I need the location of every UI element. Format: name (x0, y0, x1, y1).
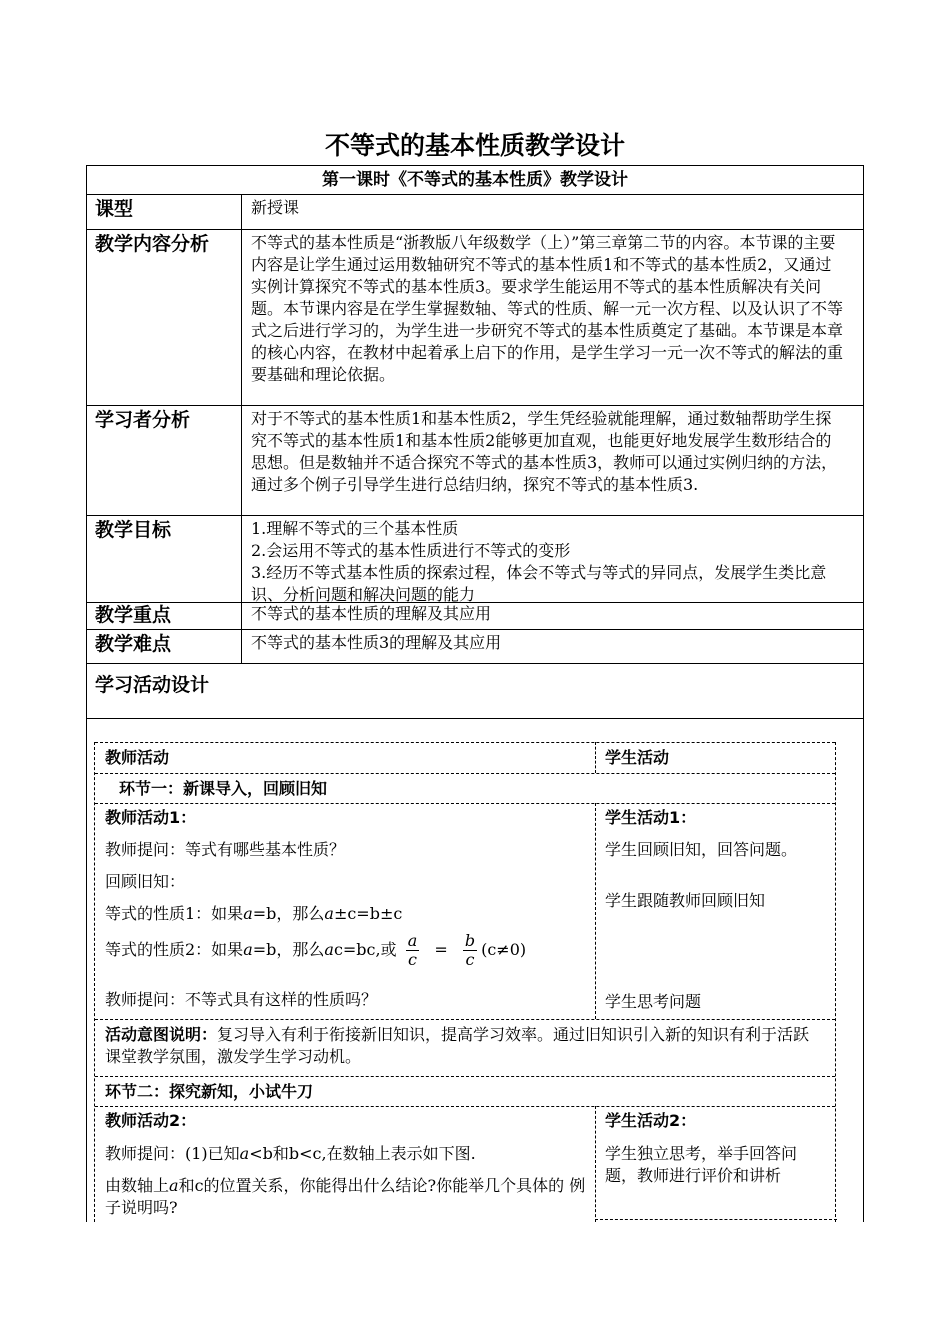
learner-analysis-value: 对于不等式的基本性质1和基本性质2，学生凭经验就能理解，通过数轴帮助学生探究不等式的基本性质1和基本性质2能够更加直观，也能更好地发展学生数形结合的思想。但是数轴并不适合探究不等式的基本性质3，教师可以通过实例归纳的方法，通过多个例子引导学生进行总结归纳，探究不等式的基本性质3. (251, 409, 838, 494)
student-activity-2-head: 学生活动2： (605, 1111, 697, 1130)
content-analysis-value: 不等式的基本性质是“浙教版八年级数学（上）”第三章第二节的内容。本节课的主要内容是让学生通过运用数轴研究不等式的基本性质1和不等式的基本性质2，又通过实例计算探究不等式的基本性质3。要求学生能运用不等式的基本性质解决有关问题。本节课内容是在学生掌握数轴、等式的性质、解一元一次方程、以及认识了不等式之后进行学习的，为学生进一步研究不等式的基本性质奠定了基础。本节课是本章的核心内容，在教材中起着承上启下的作用，是学生学习一元一次不等式的解法的重要基础和理论依据。 (251, 233, 844, 384)
teacher-question-2: 教师提问：不等式具有这样的性质吗？ (105, 990, 378, 1009)
teacher-question-conclusion: 由数轴上a和c的位置关系，你能得出什么结论?你能举几个具体的 例子说明吗? (105, 1176, 586, 1217)
equality-property-1: 等式的性质1：如果a=b，那么a±c=b±c (105, 904, 403, 923)
row-difficulty (87, 630, 863, 664)
goal-item: 2.会运用不等式的基本性质进行不等式的变形 (251, 541, 571, 560)
key-point-label: 教学重点 (87, 603, 242, 629)
student-activity-header: 学生活动 (605, 748, 670, 767)
intent-1-text: 活动意图说明：复习导入有利于衔接新旧知识，提高学习效率。通过旧知识引入新的知识有利于活跃课堂教学氛围，激发学生学习动机。 (105, 1025, 810, 1066)
student-activity-1-head: 学生活动1： (605, 808, 697, 827)
lesson-type-value: 新授课 (251, 198, 300, 217)
teacher-activity-2-head: 教师活动2： (105, 1111, 197, 1130)
section-1-row (95, 773, 835, 803)
row-teaching-goals (87, 516, 863, 603)
document-title: 不等式的基本性质教学设计 (324, 131, 625, 160)
key-point-value: 不等式的基本性质的理解及其应用 (251, 604, 492, 623)
equality-property-2: 等式的性质2：如果a=b，那么ac=bc,或 $\frac{a}{c}$ = $\frac{b}{c}$ (c≠0) (105, 931, 527, 969)
difficulty-label: 教学难点 (87, 630, 242, 663)
fraction-a-over-c: $\frac{a}{c}$ (407, 931, 418, 969)
activity-design-label: 学习活动设计 (95, 674, 210, 696)
student-answer-3: 学生思考问题 (605, 992, 702, 1011)
activity-2-row (95, 1106, 835, 1222)
row-key-point (87, 603, 863, 630)
section-1-title: 环节一：新课导入，回顾旧知 (119, 779, 328, 798)
student-answer-4: 学生独立思考，举手回答问题，教师进行评价和讲析 (605, 1144, 798, 1185)
section-2-row (95, 1076, 835, 1106)
row-content-analysis (87, 230, 863, 406)
teacher-question-number-line: 教师提问：(1)已知a<b和b<c,在数轴上表示如下图. (105, 1144, 476, 1163)
row-lesson-type (87, 195, 863, 230)
content-analysis-label: 教学内容分析 (87, 230, 242, 405)
lesson-type-label: 课型 (87, 195, 242, 229)
activity-header-row (95, 742, 835, 773)
student-answer-2: 学生跟随教师回顾旧知 (605, 891, 766, 910)
fraction-b-over-c: $\frac{b}{c}$ (464, 931, 476, 969)
intent-1-row (95, 1019, 835, 1076)
row-activity-design (87, 664, 863, 719)
learner-analysis-label: 学习者分析 (87, 406, 242, 515)
table-subtitle: 第一课时《不等式的基本性质》教学设计 (322, 170, 628, 190)
subtitle-row (87, 166, 863, 195)
teaching-goals-label: 教学目标 (87, 516, 242, 602)
activity-1-row (95, 803, 835, 1019)
goal-item: 3.经历不等式基本性质的探索过程，体会不等式与等式的异同点，发展学生类比意识、分析问题和解决问题的能力 (251, 563, 827, 604)
teacher-activity-1-head: 教师活动1： (105, 808, 197, 827)
goal-item: 1.理解不等式的三个基本性质 (251, 519, 459, 538)
row-learner-analysis (87, 406, 863, 516)
teacher-activity-header: 教师活动 (105, 748, 170, 767)
teacher-question-1: 教师提问：等式有哪些基本性质？ (105, 840, 346, 859)
section-2-title: 环节二：探究新知，小试牛刀 (105, 1082, 314, 1101)
activity-table (94, 742, 836, 1222)
difficulty-value: 不等式的基本性质3的理解及其应用 (251, 633, 502, 652)
student-answer-1: 学生回顾旧知，回答问题。 (605, 840, 798, 859)
teaching-goals-list (251, 516, 847, 606)
review-label: 回顾旧知： (105, 872, 186, 891)
